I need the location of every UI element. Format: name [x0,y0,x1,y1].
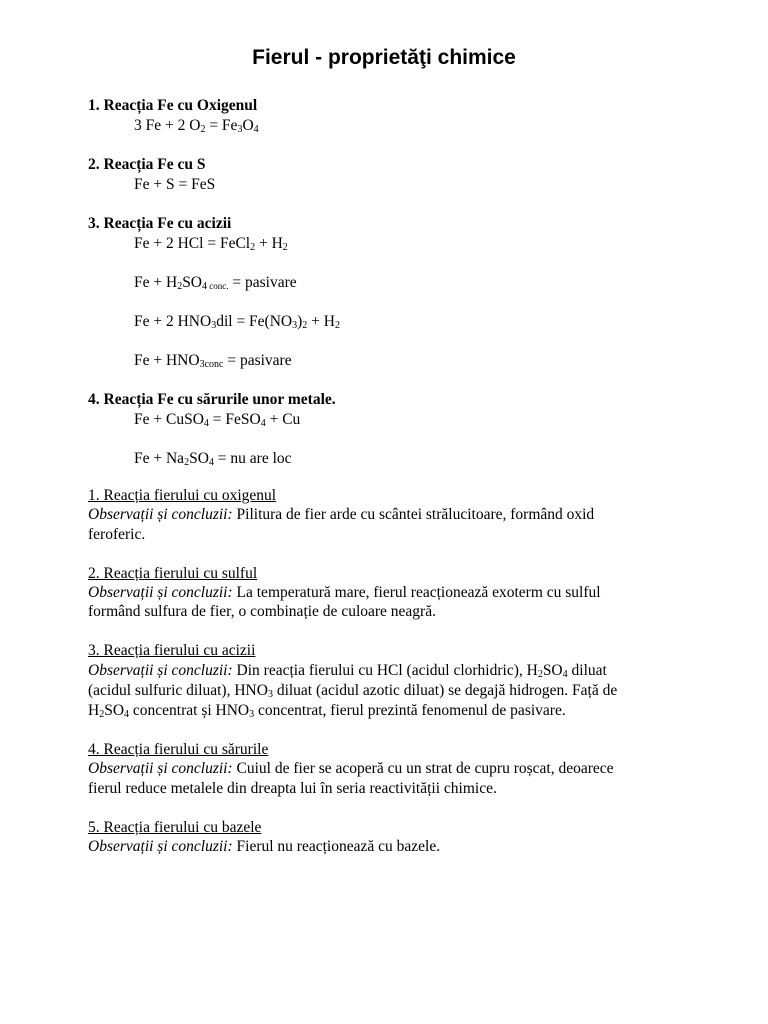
reaction-heading-1: 1. Reacția Fe cu Oxigenul [88,97,258,114]
equation-fe-o2: 3 Fe + 2 $O_2 = Fe_3O_4$ [134,117,259,135]
observation-text-3-cont2: $H_2SO_4$ concentrat și $HNO_3$ concentrat, fierul prezintă fenomenul de pasivare. [88,702,566,720]
reaction-heading-3: 3. Reacția Fe cu acizii [88,215,232,232]
observation-title-2: 2. Reacția fierului cu sulful [88,565,258,582]
equation-fe-hno3-conc: $Fe + HNO_{3conc}$ = pasivare [134,352,292,370]
observation-text-4: Observații și concluzii: Cuiul de fier se acoperă cu un strat de cupru roșcat, deoarece [88,760,614,777]
equation-fe-cuso4: Fe + CuSO$_4$ = FeSO$_4$ + Cu [134,411,301,429]
observation-text-3-cont: (acidul sulfuric diluat), $HNO_3$ diluat (acidul azotic diluat) se degajă hidrogen. Față de [88,682,618,700]
observation-text-1-cont: feroferic. [88,526,146,543]
equation-fe-hcl: Fe + 2 HCl = FeCl$_2$ + $H_2$ [134,235,288,253]
equation-fe-na2so4: $Fe + Na_2SO_4$ = nu are loc [134,450,292,468]
observation-text-2: Observații și concluzii: La temperatură mare, fierul reacționează exoterm cu sulful [88,584,601,601]
equation-fe-h2so4-conc: $Fe + H_2SO_4$ conc. = pasivare [134,274,297,292]
observation-title-1: 1. Reacția fierului cu oxigenul [88,487,277,504]
observation-text-3: Observații și concluzii: Din reacția fierului cu HCl (acidul clorhidric), $H_2SO_4$ diluat [88,662,607,680]
observation-text-4-cont: fierul reduce metalele din dreapta lui în seria reactivității chimice. [88,780,497,797]
observation-text-2-cont: formând sulfura de fier, o combinație de culoare neagră. [88,603,436,620]
observation-text-5: Observații și concluzii: Fierul nu reacționează cu bazele. [88,838,441,855]
observation-title-5: 5. Reacția fierului cu bazele [88,819,262,836]
observation-title-4: 4. Reacția fierului cu sărurile [88,741,269,758]
equation-fe-hno3-dil: Fe + 2 $HNO_3dil = Fe(NO_3)_2 + H_2$ [134,313,340,331]
page-title: Fierul - proprietăţi chimice [252,46,516,69]
observation-text-1: Observații și concluzii: Pilitura de fier arde cu scântei strălucitoare, formând oxid [88,506,595,523]
reaction-heading-2: 2. Reacția Fe cu S [88,156,206,173]
observation-title-3: 3. Reacția fierului cu acizii [88,642,256,659]
reaction-heading-4: 4. Reacția Fe cu sărurile unor metale. [88,391,336,408]
equation-fe-s: Fe + S = FeS [134,176,216,193]
